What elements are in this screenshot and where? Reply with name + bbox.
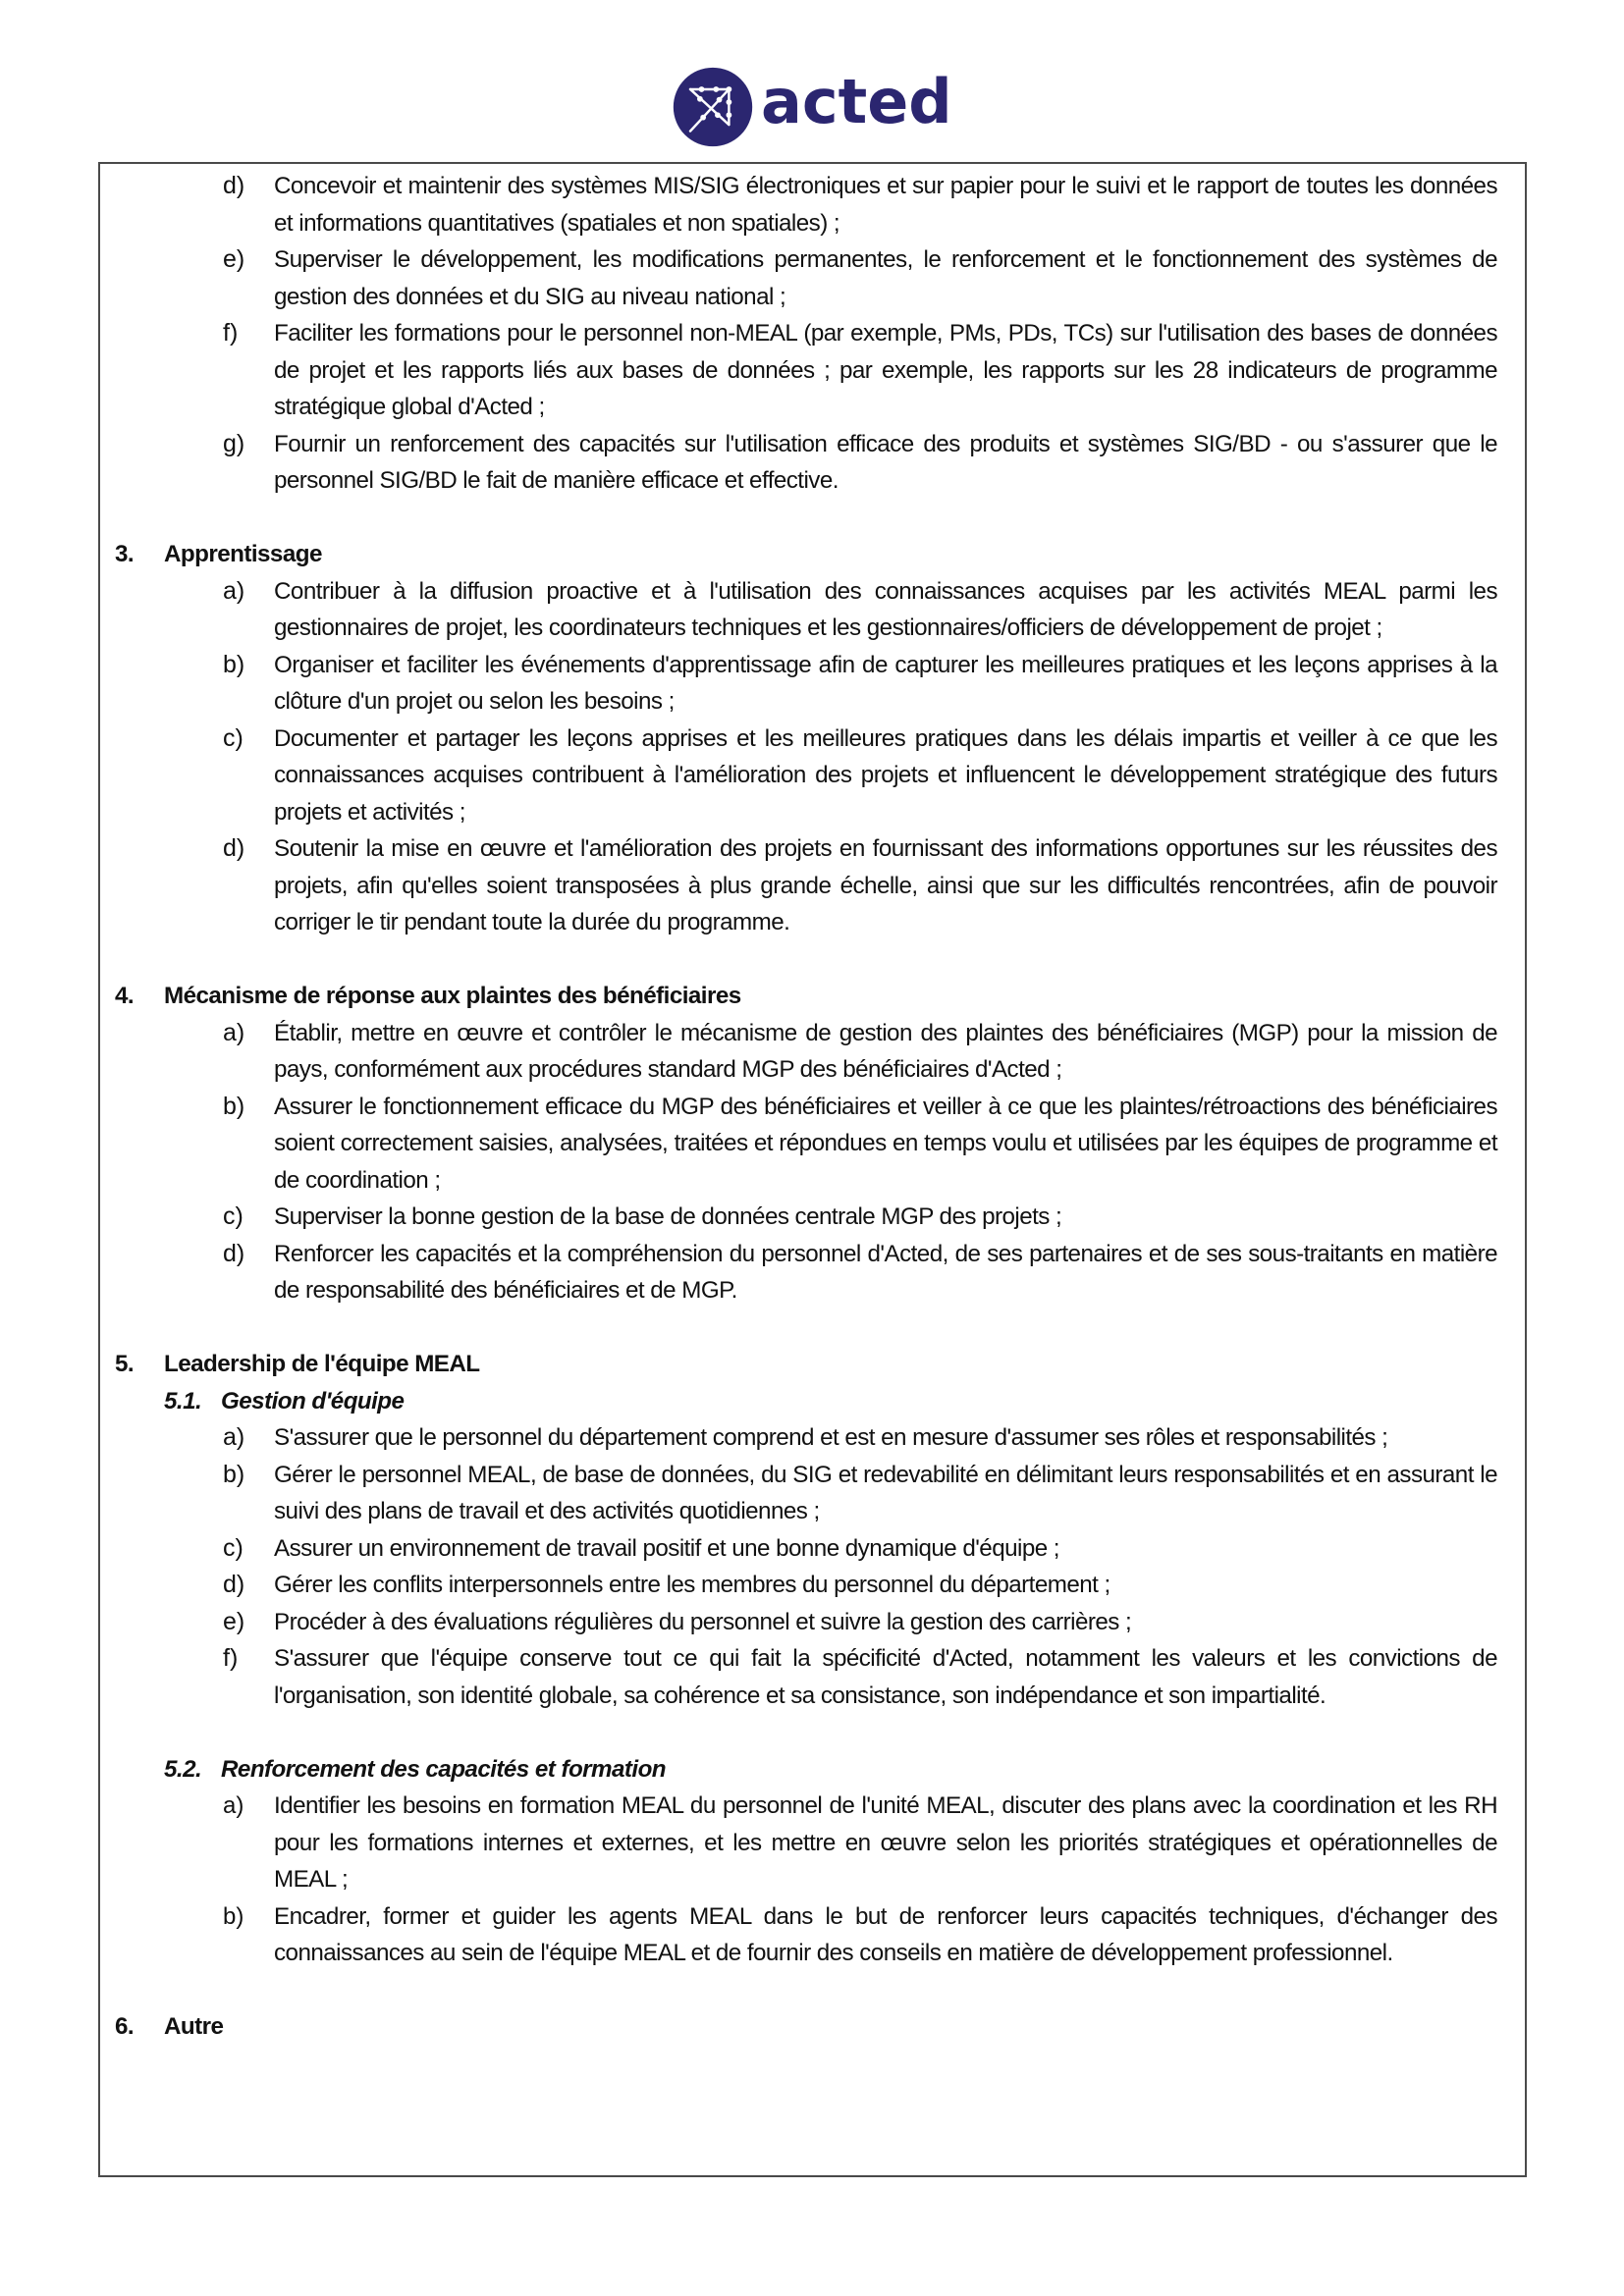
list-item-text: S'assurer que l'équipe conserve tout ce qui fait la spécificité d'Acted, notamment les valeurs et les convictions de l'organisation, son identité globale, sa cohérence et sa consistance, son indépendance et son impartialité. — [274, 1645, 1497, 1709]
list-item-text: Superviser la bonne gestion de la base de données centrale MGP des projets ; — [274, 1203, 1062, 1230]
list-marker: b) — [223, 1902, 244, 1930]
list-item — [100, 1199, 1525, 1236]
section-number: 3. — [115, 541, 135, 567]
list-marker: f) — [223, 319, 239, 347]
list-marker: c) — [223, 723, 244, 752]
list-marker: g) — [223, 429, 245, 457]
section-number: 6. — [115, 2013, 135, 2040]
list-item-text: Identifier les besoins en formation MEAL du personnel de l'unité MEAL, discuter des plans avec la coordination et les RH pour les formations internes et externes, et les mettre en œuvre selon les priorités stratégiques et opérationnelles de MEAL ; — [274, 1792, 1497, 1893]
list-item — [100, 1898, 1525, 1972]
list-item — [100, 1567, 1525, 1604]
subsection-title: Gestion d'équipe — [221, 1387, 405, 1415]
list-item-text: Documenter et partager les leçons apprises et les meilleures pratiques dans les délais impartis et veiller à ce que les connaissances acquises contribuent à l'amélioration des projets et influencent le développement stratégique des futurs projets et activités ; — [274, 724, 1497, 826]
list-item — [100, 426, 1525, 500]
list-item — [100, 647, 1525, 721]
list-item-text: Contribuer à la diffusion proactive et à l'utilisation des connaissances acquises par les activités MEAL parmi les gestionnaires de projet, les coordinateurs techniques et les gestionnaires/officiers de développement de projet ; — [274, 577, 1497, 641]
list-marker: d) — [223, 1571, 245, 1598]
list-marker: a) — [223, 1792, 244, 1819]
subsection-number: 5.1. — [164, 1387, 202, 1415]
spacer — [100, 1309, 1525, 1347]
subsection-heading-gestion-equipe — [100, 1383, 1525, 1420]
list-item — [100, 315, 1525, 426]
list-marker: c) — [223, 1202, 244, 1230]
acted-logo — [673, 63, 952, 151]
list-marker: a) — [223, 1018, 245, 1046]
list-marker: b) — [223, 650, 245, 678]
acted-logo-mark-icon — [673, 67, 753, 147]
section-heading-plaintes — [100, 978, 1525, 1015]
list-item-text: Établir, mettre en œuvre et contrôler le mécanisme de gestion des plaintes des bénéficiaires (MGP) pour la mission de pays, conformément aux procédures standard MGP des bénéficiaires d'Acted ; — [274, 1019, 1497, 1083]
spacer — [100, 1972, 1525, 2009]
list-marker: e) — [223, 1607, 245, 1635]
list-item-text: Gérer le personnel MEAL, de base de données, du SIG et redevabilité en délimitant leurs responsabilités et en assurant le suivi des plans de travail et des activités quotidiennes ; — [274, 1461, 1497, 1524]
list-marker: c) — [223, 1533, 244, 1562]
list-item — [100, 1015, 1525, 1089]
job-description-box — [98, 162, 1527, 2177]
subsection-heading-renforcement — [100, 1751, 1525, 1789]
list-item — [100, 1419, 1525, 1457]
section-title: Apprentissage — [164, 541, 322, 567]
section-heading-apprentissage — [100, 536, 1525, 573]
logo-wordmark: acted — [761, 66, 952, 137]
list-marker: e) — [223, 245, 245, 273]
list-item-text: S'assurer que le personnel du département comprend et est en mesure d'assumer ses rôles et responsabilités ; — [274, 1424, 1388, 1451]
subsection-number: 5.2. — [164, 1755, 202, 1783]
list-item-text: Organiser et faciliter les événements d'apprentissage afin de capturer les meilleures pratiques et les leçons apprises à la clôture d'un projet ou selon les besoins ; — [274, 651, 1497, 715]
list-item-text: Superviser le développement, les modifications permanentes, le renforcement et le fonctionnement des systèmes de gestion des données et du SIG au niveau national ; — [274, 246, 1497, 310]
list-item — [100, 1089, 1525, 1200]
section-heading-autre — [100, 2008, 1525, 2046]
list-item-text: Procéder à des évaluations régulières du personnel et suivre la gestion des carrières ; — [274, 1608, 1132, 1635]
list-item — [100, 1640, 1525, 1714]
list-marker: a) — [223, 1423, 245, 1451]
list-item — [100, 721, 1525, 831]
section-number: 4. — [115, 983, 135, 1009]
list-item — [100, 1457, 1525, 1530]
list-item-text: Fournir un renforcement des capacités sur l'utilisation efficace des produits et systèmes SIG/BD - ou s'assurer que le personnel SIG/BD le fait de manière efficace et effective. — [274, 430, 1497, 494]
list-item — [100, 1788, 1525, 1898]
list-item — [100, 1604, 1525, 1641]
section-title: Mécanisme de réponse aux plaintes des bénéficiaires — [164, 983, 741, 1009]
section-heading-leadership — [100, 1346, 1525, 1383]
list-marker: b) — [223, 1460, 245, 1488]
section-title: Autre — [164, 2013, 224, 2040]
list-item-text: Gérer les conflits interpersonnels entre les membres du personnel du département ; — [274, 1572, 1110, 1598]
list-marker: f) — [223, 1644, 239, 1672]
list-marker: b) — [223, 1092, 245, 1120]
list-item — [100, 1530, 1525, 1568]
list-marker: d) — [223, 1239, 245, 1267]
list-item — [100, 830, 1525, 941]
list-item — [100, 1236, 1525, 1309]
list-item — [100, 168, 1525, 241]
subsection-title: Renforcement des capacités et formation — [221, 1755, 667, 1783]
section-title: Leadership de l'équipe MEAL — [164, 1351, 480, 1377]
list-marker: d) — [223, 834, 245, 862]
list-item-text: Assurer le fonctionnement efficace du MGP des bénéficiaires et veiller à ce que les plaintes/rétroactions des bénéficiaires soient correctement saisies, analysées, traitées et répondues en temps voulu et utilisées par les équipes de programme et de coordination ; — [274, 1093, 1497, 1194]
list-marker: d) — [223, 172, 245, 199]
spacer — [100, 941, 1525, 979]
section-number: 5. — [115, 1351, 135, 1377]
list-item-text: Encadrer, former et guider les agents MEAL dans le but de renforcer leurs capacités techniques, d'échanger des connaissances au sein de l'équipe MEAL et de fournir des conseils en matière de développement professionnel. — [274, 1902, 1497, 1966]
list-item — [100, 241, 1525, 315]
spacer — [100, 1714, 1525, 1751]
list-item-text: Faciliter les formations pour le personnel non-MEAL (par exemple, PMs, PDs, TCs) sur l'utilisation des bases de données de projet et les rapports liés aux bases de données ; par exemple, les rapports sur les 28 indicateurs de programme stratégique global d'Acted ; — [274, 320, 1497, 420]
list-item — [100, 573, 1525, 647]
list-item-text: Assurer un environnement de travail positif et une bonne dynamique d'équipe ; — [274, 1534, 1059, 1562]
list-item-text: Soutenir la mise en œuvre et l'amélioration des projets en fournissant des informations opportunes sur les réussites des projets, afin qu'elles soient transposées à plus grande échelle, ainsi que sur les difficultés rencontrées, afin de pouvoir corriger le tir pendant toute la durée du programme. — [274, 835, 1497, 935]
list-item-text: Renforcer les capacités et la compréhension du personnel d'Acted, de ses partenaires et de ses sous-traitants en matière de responsabilité des bénéficiaires et de MGP. — [274, 1240, 1497, 1304]
list-item-text: Concevoir et maintenir des systèmes MIS/SIG électroniques et sur papier pour le suivi et le rapport de toutes les données et informations quantitatives (spatiales et non spatiales) ; — [274, 173, 1497, 237]
document-body — [100, 168, 1525, 2046]
list-marker: a) — [223, 576, 245, 605]
spacer — [100, 500, 1525, 537]
